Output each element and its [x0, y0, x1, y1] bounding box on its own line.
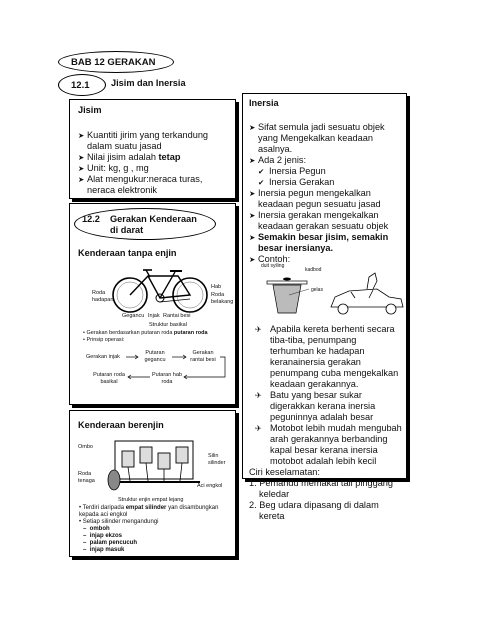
list-item: ➤ Alat mengukur:neraca turas, neraca elektronik — [78, 174, 231, 196]
engine-caption: Struktur enjin empat lejang — [118, 497, 184, 503]
label-rantai-besi: Rantai besi — [163, 313, 191, 319]
inertia-figure — [249, 265, 402, 322]
jisim-heading: Jisim — [78, 105, 102, 115]
label-duit-syiling: duit syiling — [261, 263, 285, 269]
list-item: ✈ Motobot lebih mudah mengubah arah gerakannya berbanding kapal besar kerana inersia motobot adalah lebih kecil — [249, 423, 402, 467]
berenjin-heading: Kenderaan berenjin — [78, 420, 164, 430]
list-item: ➤ Semakin besar jisim, semakin besar inersianya. — [249, 232, 402, 254]
chapter-title-oval — [58, 51, 174, 73]
list-item: • Terdiri daripada empat silinder yan disambungkan kepada aci engkol — [79, 505, 219, 518]
subheading-tanpa-enjin: Kenderaan tanpa enjin — [78, 248, 177, 258]
list-item: ➤ Nilai jisim adalah tetap — [78, 152, 231, 163]
label-gelas: gelas — [311, 287, 323, 293]
chapter-title: BAB 12 GERAKAN — [71, 56, 156, 68]
list-item: • Gerakan berdasarkan putaran roda putaran roda — [83, 330, 208, 336]
flow-putaran-hab: Putaran hab roda — [152, 372, 182, 385]
list-item: – omboh — [83, 526, 110, 532]
label-ombo: Ombo — [78, 444, 93, 450]
label-roda-tenaga: Roda tenaga — [78, 471, 95, 484]
list-item: 1. Pemandu memakai tali pinggang keledar — [249, 478, 394, 499]
section-12-2-title: Gerakan Kenderaan di darat — [110, 214, 197, 235]
tetap-text: tetap — [158, 152, 181, 162]
coin-glass-diagram — [251, 267, 411, 321]
list-item: – injap ekzos — [83, 533, 123, 539]
list-item: ➤ Kuantiti jirim yang terkandung dalam suatu jasad — [78, 130, 231, 152]
list-item: 2. Beg udara dipasang di dalam kereta — [249, 500, 379, 521]
list-item: • Prinsip operasi: — [83, 336, 125, 343]
list-item: – injap masuk — [83, 547, 125, 553]
flow-gerakan-rantai: Gerakan rantai besi — [190, 350, 216, 363]
inersia-heading: Inersia — [249, 98, 279, 108]
list-item: ➤ Ada 2 jenis: — [249, 155, 402, 166]
engine-box — [69, 410, 236, 557]
list-item: ➤ Unit: kg, g , mg — [78, 163, 231, 174]
section-12-1-oval — [58, 74, 106, 96]
section-12-2-number: 12.2 — [82, 214, 100, 224]
label-kadbod: kadbod — [305, 267, 322, 273]
section-title: Jisim dan Inersia — [111, 78, 186, 88]
list-item: ✔ Inersia Gerakan — [249, 177, 402, 188]
label-silinder: Silin silinder — [208, 453, 226, 466]
list-item: ➤ Sifat semula jadi sesuatu objek yang Mengekalkan keadaan asalnya. — [249, 122, 402, 155]
list-item: ✔ Inersia Pegun — [249, 166, 402, 177]
section-number: 12.1 — [71, 79, 90, 91]
label-gegancu: Gegancu — [122, 313, 145, 319]
list-item: ➤ Inersia gerakan mengekalkan keadaan gerakan sesuatu objek — [249, 210, 402, 232]
bicycle-caption: Struktur basikal — [149, 322, 187, 328]
flow-putaran-roda-basikal: Putaran roda basikal — [93, 372, 125, 385]
examples-list — [249, 324, 402, 467]
flow-arrows — [70, 204, 237, 404]
ciri-heading: Ciri keselamatan: — [249, 467, 320, 477]
list-item: ✈ Apabila kereta berhenti secara tiba-tiba, penumpang terhumban ke hadapan keranainersia gerakan penumpang cuba mengekalkan keadaan gerakannya. — [249, 324, 402, 390]
list-item: ✈ Batu yang besar sukar digerakkan kerana inersia peguninnya adalah besar — [249, 390, 402, 423]
list-item: ➤ Inersia pegun mengekalkan keadaan pegun sesuatu jasad — [249, 188, 402, 210]
label-roda-belakang: Roda belakang — [211, 292, 234, 305]
flow-gerakan-injak: Gerakan injak — [86, 354, 120, 360]
label-roda-hadapan: Roda hadapan — [92, 290, 114, 303]
vehicle-box — [69, 203, 236, 405]
list-item: – palam pencucuh — [83, 540, 138, 546]
label-aci-engkol: Aci engkol — [197, 483, 223, 489]
flow-putaran-gegancu: Putaran gegancu — [144, 350, 166, 363]
engine-bullets — [79, 505, 233, 554]
inersia-list — [249, 122, 402, 265]
jisim-list — [78, 130, 231, 196]
list-item: ➤ Contoh: — [249, 254, 402, 265]
label-hab: Hab — [211, 284, 222, 290]
label-injak: Injak — [148, 313, 160, 319]
inersia-box — [242, 93, 407, 521]
jisim-box — [69, 99, 236, 199]
list-item: • Setiap silinder mengandungi — [79, 519, 159, 525]
